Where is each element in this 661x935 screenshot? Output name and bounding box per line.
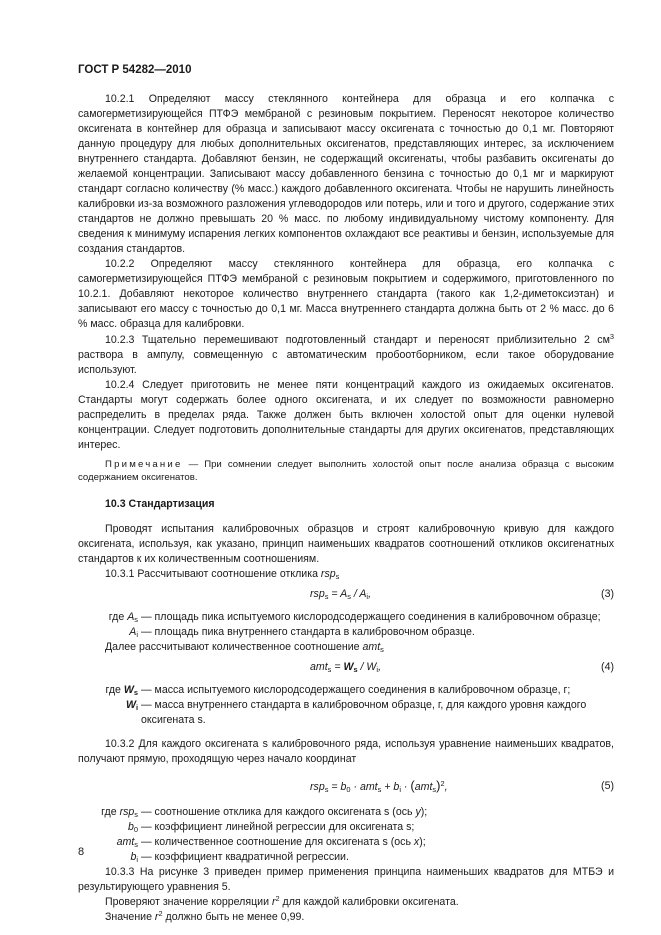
equation-5-expression: $rsp_s = b_0 \cdot amt_s + b_i \cdot (amt_s)^2$, (310, 778, 448, 794)
document-body (78, 92, 614, 925)
equation-number: (4) (601, 660, 614, 673)
paragraph-10-2-4: 10.2.4 Следует приготовить не менее пяти концентраций каждого из ожидаемых оксигенатов. Стандарты могут содержать более одного оксигената, и их следует по возможности равномерно распределить в пределах ряда. Также должен быть включен холостой опыт для оценки нулевой концентрации. Следует подготовить дополнительные стандарты для других оксигенатов, представляющих интерес. (78, 378, 614, 451)
paragraph-10-3-1: 10.3.1 Рассчитывают соотношение отклика rsp$_s$ (105, 567, 340, 581)
paragraph-10-2-3: 10.2.3 Тщательно перемешивают подготовленный стандарт и переносят приблизительно 2 $см^3$ раствора в ампулу, совмещенную с автоматическим пробоотборником, если такое оборудование используют. (78, 331, 614, 376)
paragraph-10-2-2: 10.2.2 Определяют массу стеклянного контейнера для образца, его колпачка с самогерметизирующейся ПТФЭ мембраной с резиновым покрытием и содержимого, приготовленного по 10.2.1. Добавляют некоторое количество внутреннего стандарта (такого как 1,2-диметоксиэтан) и записывают его массу с точностью до 0,1 мг. Масса внутреннего стандарта должна быть от 2 % масс. до 6 % масс. образца для калибровки. (78, 258, 614, 331)
equation-number: (5) (601, 780, 614, 792)
equation-5 (78, 767, 614, 805)
definition-rsp: где rsp$_s$ — соотношение отклика для каждого оксигената s (ось y); (101, 806, 428, 819)
paragraph-10-3: Проводят испытания калибровочных образцов и строят калибровочную кривую для каждого оксигената, используя, как указано, принцип наименьших квадратов соотношений откликов оксигенатных стандартов к их количественным соотношениям. (78, 522, 614, 565)
paragraph-correlation: Проверяют значение корреляции $r^2$ для каждой калибровки оксигената. (105, 894, 459, 909)
document-header: ГОСТ Р 54282—2010 (78, 64, 192, 76)
paragraph-10-2-1: 10.2.1 Определяют массу стеклянного контейнера для образца и его колпачка с самогерметизирующейся ПТФЭ мембраной с резиновым покрытием. Переносят некоторое количество оксигената в контейнер для образца и записывают массу оксигената с точностью до 0,1 мг. Повторяют данную процедуру для любых дополнительных оксигенатов, представляющих интерес, за исключением внутреннего стандарта. Добавляют бензин, не содержащий оксигенаты, чтобы разбавить оксигенаты до желаемой концентрации. Записывают массу добавленного бензина с точностью до 0,1 мг и маркируют стандарт согласно количеству (% масс.) каждого добавленного оксигената. Чтобы не нарушить линейность калибровки из-за возможного разложения углеводородов или потерь, или и того и другого, содержание этих стандартов не должно превышать 20 % масс. по любому индивидуальному чистому компоненту. Для сведения к минимуму испарения легких компонентов охлаждают все реактивы и бензин, используемые для создания стандартов. (78, 93, 614, 256)
equation-4-expression: $amt_s = W_s / W_i$, (310, 660, 382, 674)
definition-Wi: $W_i$ — масса внутреннего стандарта в калибровочном образце, г, для каждого уровня каждого оксигената s. (125, 698, 587, 726)
section-heading-10-3: 10.3 Стандартизация (105, 497, 215, 510)
equation-3-expression: $rsp_s = A_s / A_i$, (310, 587, 372, 601)
page-number: 8 (78, 846, 85, 858)
definition-Ai: $A_i$ — площадь пика внутреннего стандарта в калибровочном образце. (129, 625, 475, 639)
definition-bi: $b_i$ — коэффициент квадратичной регрессии. (130, 851, 349, 865)
note: Примечание — При сомнении следует выполнить холостой опыт после анализа образца с высоким содержанием оксигенатов. (78, 458, 614, 484)
definition-As: где $A_s$ — площадь пика испытуемого кислородсодержащего соединения в калибровочном образце; (108, 610, 601, 624)
paragraph-10-3-3: 10.3.3 На рисунке 3 приведен пример применения принципа наименьших квадратов для МТБЭ и результирующего уравнения 5. (78, 866, 614, 894)
note-label: Примечание (105, 458, 183, 470)
equation-4 (78, 655, 614, 683)
definition-Ws: где $W_s$ — масса испытуемого кислородсодержащего соединения в калибровочном образце, г; (105, 683, 571, 697)
definition-amt: amt$_s$ — количественное соотношение для оксигената s (ось x); (116, 836, 426, 850)
paragraph-value: Значение $r^2$ должно быть не менее 0,99. (105, 909, 305, 924)
definition-b0: $b_0$ — коэффициент линейной регрессии для оксигената s; (127, 821, 415, 835)
paragraph-10-3-2: 10.3.2 Для каждого оксигената s калибровочного ряда, используя уравнение наименьших квадратов, получают прямую, проходящую через начало координат (78, 737, 614, 765)
paragraph-further: Далее рассчитывают количественное соотношение amt$_s$ (105, 640, 384, 654)
equation-number: (3) (601, 587, 614, 600)
equation-3 (78, 582, 614, 610)
